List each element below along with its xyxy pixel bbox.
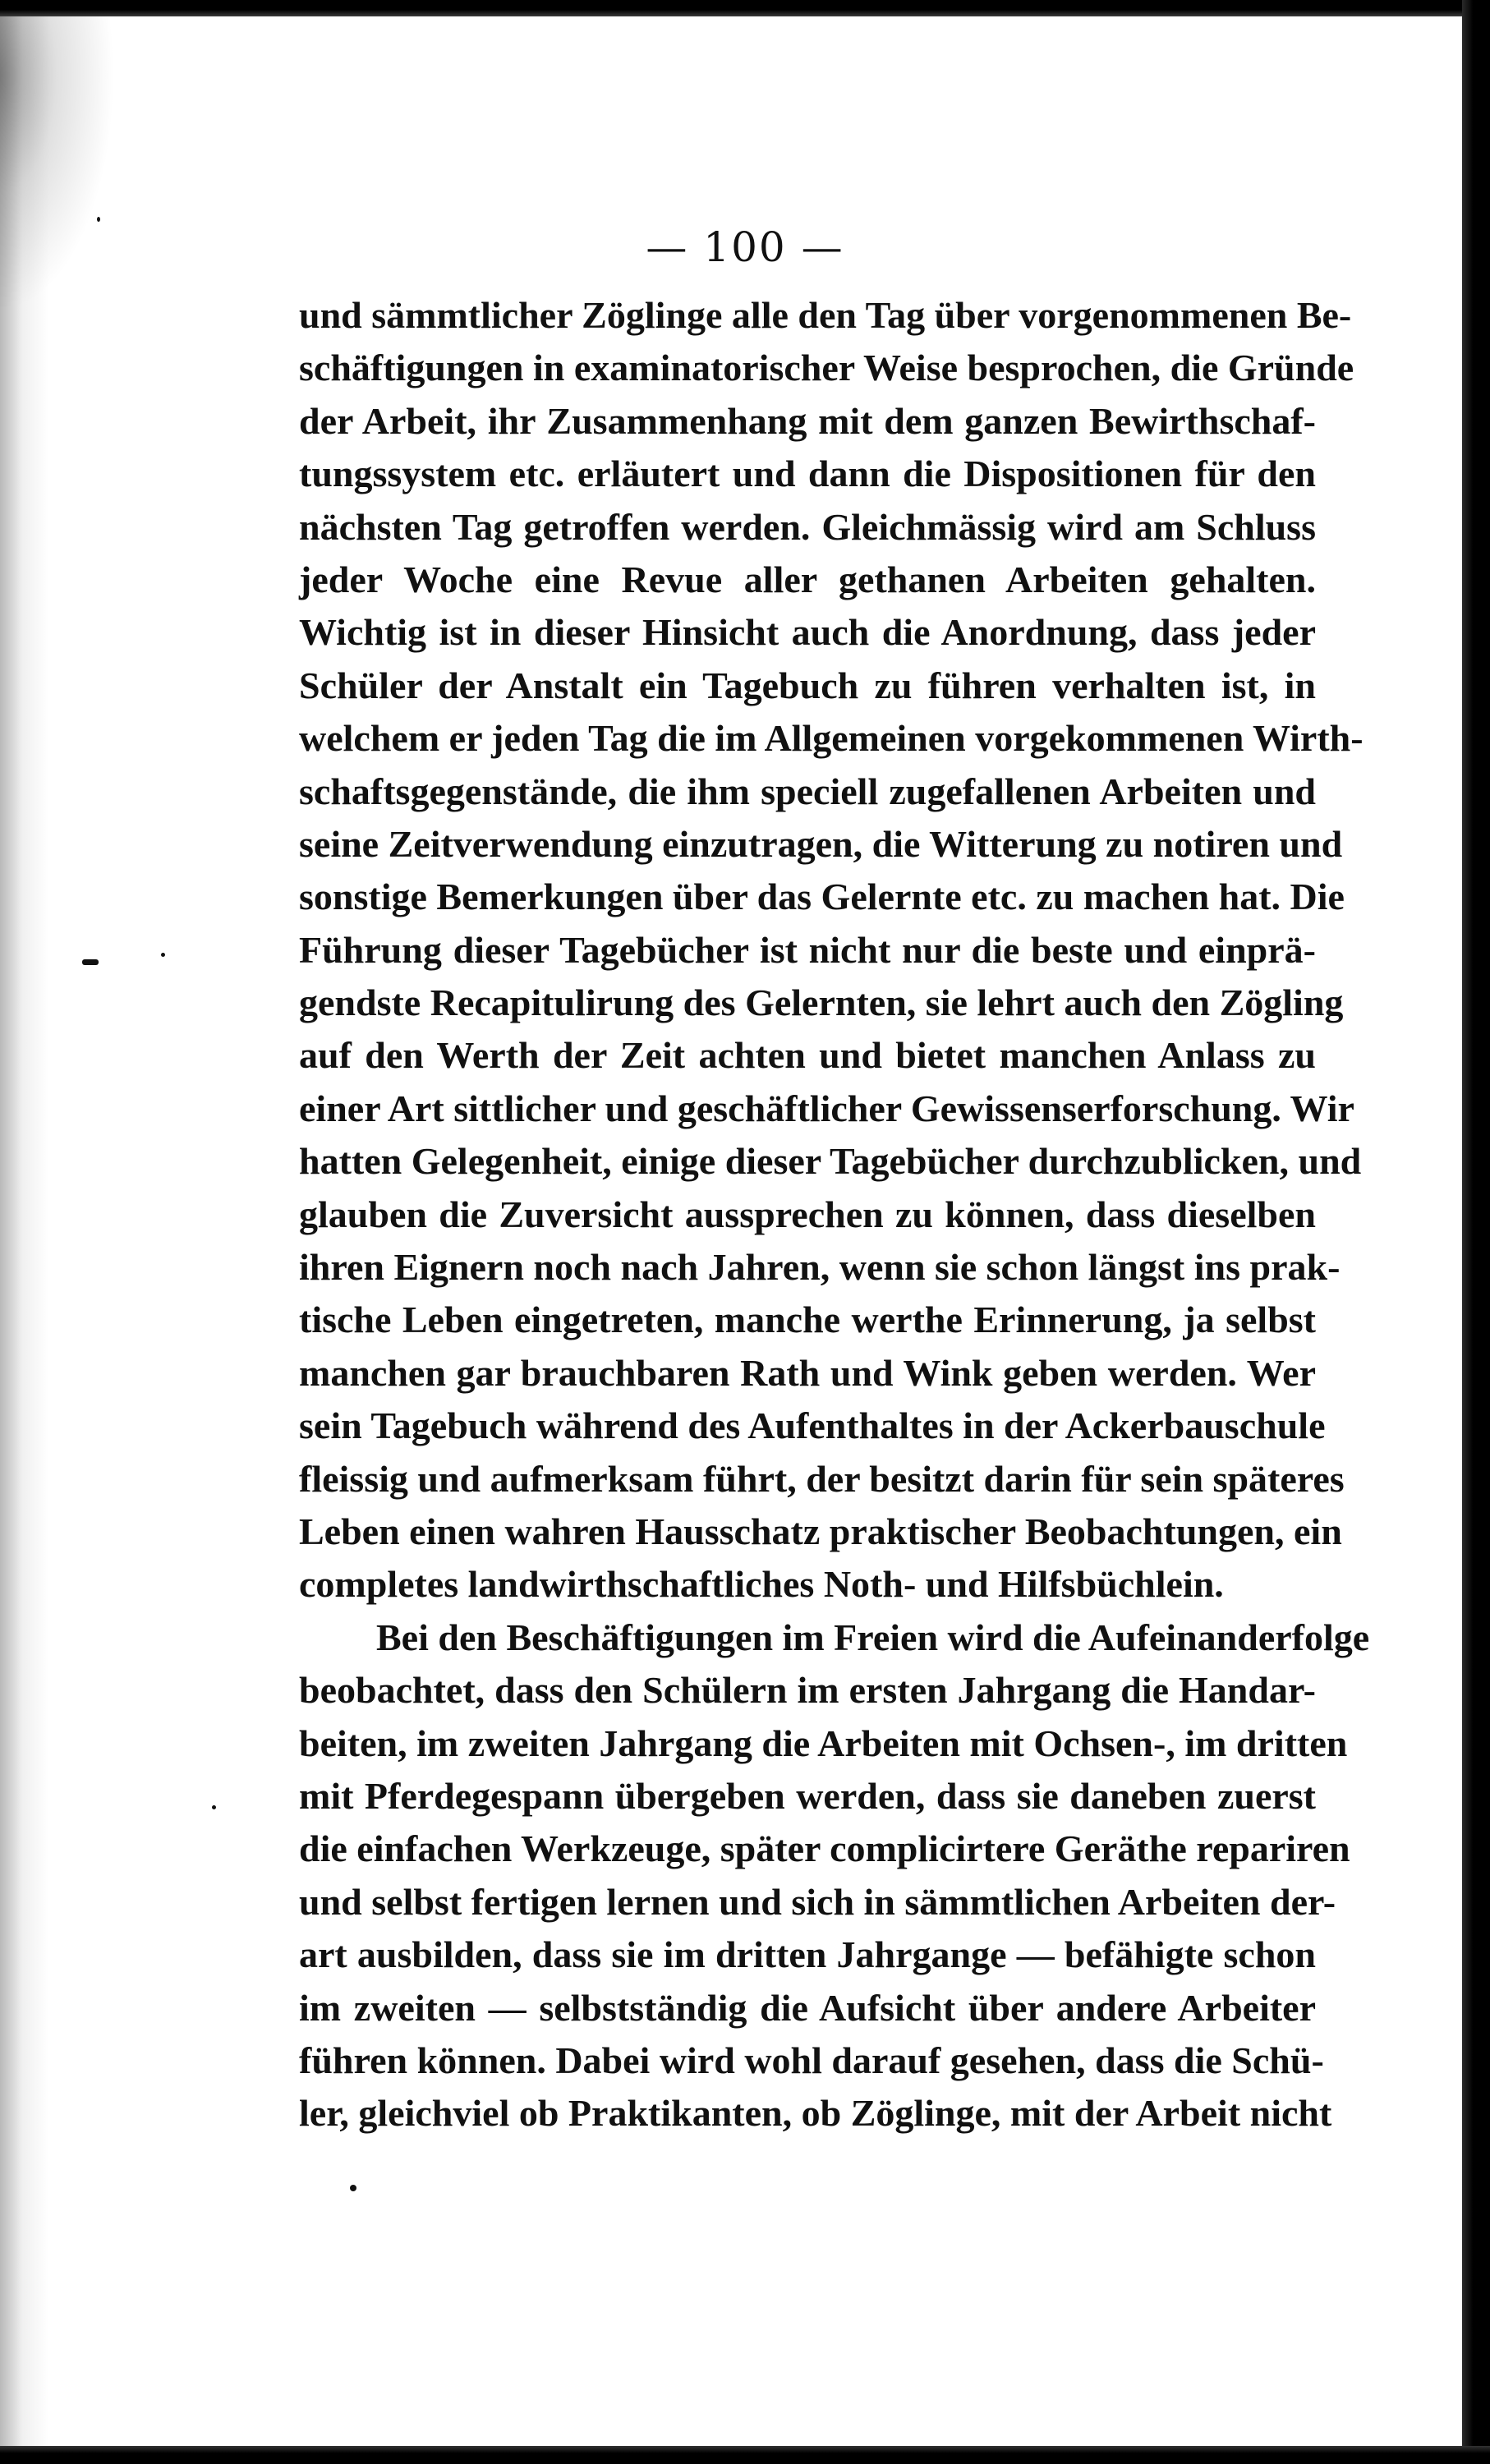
text-line: art ausbilden, dass sie im dritten Jahrgange — befähigte schon <box>299 1933 1316 1976</box>
text-line: manchen gar brauchbaren Rath und Wink geben werden. Wer <box>299 1351 1316 1394</box>
text-line: im zweiten — selbstständig die Aufsicht über andere Arbeiter <box>299 1986 1316 2029</box>
text-line: ler, gleichviel ob Praktikanten, ob Zöglinge, mit der Arbeit nicht <box>299 2092 1332 2135</box>
text-line: glauben die Zuversicht aussprechen zu können, dass dieselben <box>299 1193 1316 1235</box>
paragraph-2 <box>299 1611 1370 2140</box>
text-line: Führung dieser Tagebücher ist nicht nur die beste und einprä- <box>299 928 1316 971</box>
paragraph-1 <box>299 289 1364 1611</box>
text-line: beiten, im zweiten Jahrgang die Arbeiten mit Ochsen-, im dritten <box>299 1722 1348 1764</box>
text-line: tungssystem etc. erläutert und dann die Dispositionen für den <box>299 453 1316 495</box>
ink-speck <box>97 217 100 222</box>
ink-speck <box>161 953 165 957</box>
bottom-scan-border <box>0 2446 1490 2464</box>
text-line: beobachtet, dass den Schülern im ersten Jahrgang die Handar- <box>299 1669 1316 1712</box>
text-line: schäftigungen in examinatorischer Weise besprochen, die Gründe <box>299 347 1354 389</box>
text-line: einer Art sittlicher und geschäftlicher Gewissenserforschung. Wir <box>299 1087 1354 1129</box>
text-line: Bei den Beschäftigungen im Freien wird die Aufeinanderfolge <box>376 1616 1370 1658</box>
top-scan-border <box>0 0 1490 16</box>
text-line: führen können. Dabei wird wohl darauf gesehen, dass die Schü- <box>299 2039 1324 2081</box>
text-line: die einfachen Werkzeuge, später complicirtere Geräthe repariren <box>299 1827 1350 1870</box>
text-line: mit Pferdegespann übergeben werden, dass sie daneben zuerst <box>299 1774 1316 1817</box>
text-line: fleissig und aufmerksam führt, der besitzt darin für sein späteres <box>299 1457 1345 1500</box>
right-scan-border <box>1462 0 1490 2464</box>
page-number: — 100 — <box>646 223 844 271</box>
text-line: Wichtig ist in dieser Hinsicht auch die Anordnung, dass jeder <box>299 611 1316 654</box>
text-line: jeder Woche eine Revue aller gethanen Arbeiten gehalten. <box>299 558 1316 600</box>
text-line: und selbst fertigen lernen und sich in sämmtlichen Arbeiten der- <box>299 1880 1336 1923</box>
text-line: schaftsgegenstände, die ihm speciell zugefallenen Arbeiten und <box>299 770 1316 812</box>
text-line: tische Leben eingetreten, manche werthe Erinnerung, ja selbst <box>299 1299 1316 1341</box>
ink-speck <box>212 1805 216 1809</box>
ink-speck <box>350 2185 356 2191</box>
text-line: sonstige Bemerkungen über das Gelernte etc. zu machen hat. Die <box>299 876 1345 918</box>
text-line: ihren Eignern noch nach Jahren, wenn sie schon längst ins prak- <box>299 1246 1341 1289</box>
text-line: seine Zeitverwendung einzutragen, die Witterung zu notiren und <box>299 822 1343 865</box>
left-edge-shadow <box>0 0 49 2464</box>
text-line: Leben einen wahren Hausschatz praktischer Beobachtungen, ein <box>299 1510 1342 1552</box>
text-line: auf den Werth der Zeit achten und bietet manchen Anlass zu <box>299 1034 1316 1077</box>
text-line: und sämmtlicher Zöglinge alle den Tag über vorgenommenen Be- <box>299 294 1352 336</box>
text-line: completes landwirthschaftliches Noth- und Hilfsbüchlein. <box>299 1563 1224 1606</box>
text-line: welchem er jeden Tag die im Allgemeinen vorgekommenen Wirth- <box>299 717 1364 760</box>
text-line: hatten Gelegenheit, einige dieser Tagebücher durchzublicken, und <box>299 1140 1362 1183</box>
text-line: gendste Recapitulirung des Gelernten, sie lehrt auch den Zögling <box>299 981 1344 1024</box>
text-line: der Arbeit, ihr Zusammenhang mit dem ganzen Bewirthschaf- <box>299 399 1316 442</box>
text-line: Schüler der Anstalt ein Tagebuch zu führen verhalten ist, in <box>299 664 1316 706</box>
ink-speck <box>82 959 99 965</box>
text-line: sein Tagebuch während des Aufenthaltes in der Ackerbauschule <box>299 1404 1326 1447</box>
body-text <box>299 289 1370 2140</box>
text-line: nächsten Tag getroffen werden. Gleichmässig wird am Schluss <box>299 505 1316 548</box>
